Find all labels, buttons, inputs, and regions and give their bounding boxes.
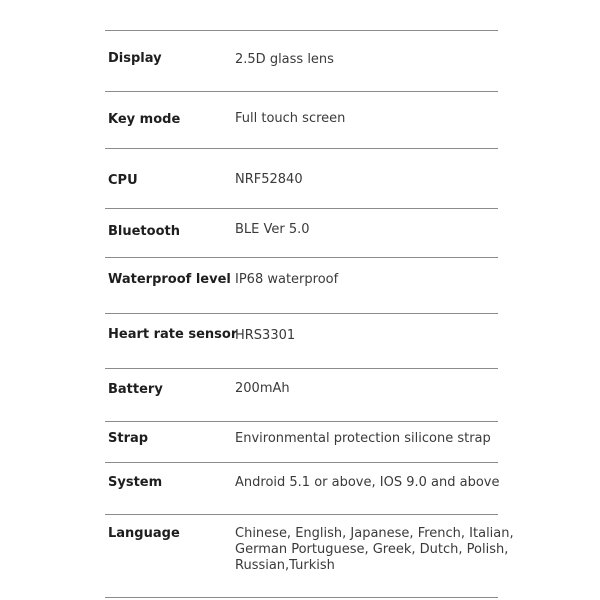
spec-value-heart-rate-sensor: HRS3301 xyxy=(235,328,296,343)
divider xyxy=(105,421,498,422)
divider xyxy=(105,597,498,598)
divider xyxy=(105,313,498,314)
spec-value-display: 2.5D glass lens xyxy=(235,52,334,67)
spec-label-battery: Battery xyxy=(108,382,163,397)
spec-label-key-mode: Key mode xyxy=(108,112,181,127)
spec-value-language-line-3: Russian,Turkish xyxy=(235,558,335,573)
spec-value-battery: 200mAh xyxy=(235,381,290,396)
spec-label-waterproof-level: Waterproof level xyxy=(108,272,231,287)
divider xyxy=(105,514,498,515)
divider xyxy=(105,462,498,463)
divider xyxy=(105,91,498,92)
spec-label-cpu: CPU xyxy=(108,173,138,188)
divider xyxy=(105,148,498,149)
spec-label-system: System xyxy=(108,475,163,490)
spec-label-bluetooth: Bluetooth xyxy=(108,224,180,239)
divider xyxy=(105,208,498,209)
spec-value-bluetooth: BLE Ver 5.0 xyxy=(235,222,310,237)
divider xyxy=(105,368,498,369)
spec-label-strap: Strap xyxy=(108,431,149,446)
spec-value-language-line-2: German Portuguese, Greek, Dutch, Polish, xyxy=(235,542,509,557)
spec-label-heart-rate-sensor: Heart rate sensor xyxy=(108,327,238,342)
spec-value-language-line-1: Chinese, English, Japanese, French, Italian, xyxy=(235,526,514,541)
spec-value-system: Android 5.1 or above, IOS 9.0 and above xyxy=(235,475,500,490)
spec-label-display: Display xyxy=(108,51,162,66)
divider xyxy=(105,30,498,31)
spec-value-strap: Environmental protection silicone strap xyxy=(235,431,491,446)
spec-value-waterproof-level: IP68 waterproof xyxy=(235,272,339,287)
spec-value-cpu: NRF52840 xyxy=(235,172,303,187)
spec-value-key-mode: Full touch screen xyxy=(235,111,346,126)
spec-label-language: Language xyxy=(108,526,180,541)
divider xyxy=(105,257,498,258)
